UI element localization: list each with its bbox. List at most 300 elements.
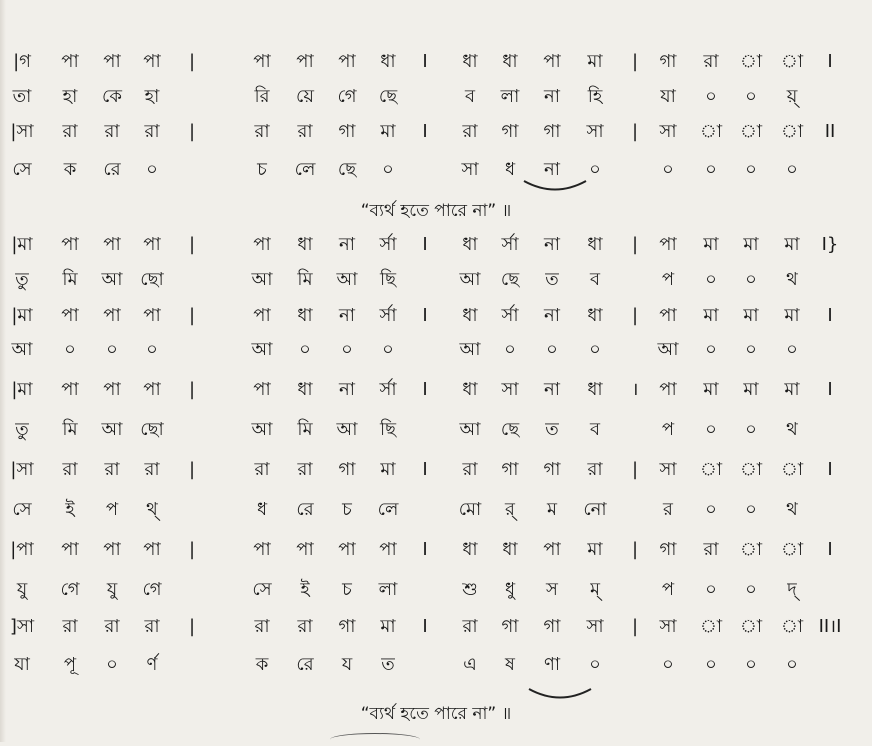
notation-cell: । xyxy=(631,379,639,400)
notation-cell: না xyxy=(544,234,560,255)
notation-cell: ছে xyxy=(337,159,357,180)
notation-cell: ০ xyxy=(745,419,757,440)
notation-cell: পা xyxy=(338,51,356,72)
notation-cell: গা xyxy=(543,459,561,480)
notation-cell: II xyxy=(824,121,836,142)
notation-cell: রা xyxy=(62,616,78,637)
notation-cell: পূ xyxy=(63,654,77,675)
notation-cell: |মা xyxy=(11,234,33,255)
notation-cell: পা xyxy=(659,305,677,326)
notation-cell: প xyxy=(661,579,675,600)
notation-cell: ধা xyxy=(297,234,313,255)
notation-cell: আ xyxy=(657,339,679,360)
notation-cell: সে xyxy=(12,499,32,520)
notation-cell: I xyxy=(422,305,428,326)
slur-mark-1 xyxy=(520,178,590,194)
notation-cell: ০ xyxy=(64,339,76,360)
notation-cell: ধা xyxy=(462,379,478,400)
notation-cell: ০ xyxy=(705,579,717,600)
notation-cell: যা xyxy=(660,86,676,107)
notation-cell: ০ xyxy=(705,654,717,675)
notation-cell: I xyxy=(422,539,428,560)
notation-cell: যু xyxy=(16,579,28,600)
notation-cell: আ xyxy=(459,419,481,440)
notation-cell: রা xyxy=(254,616,270,637)
notation-cell: | xyxy=(188,539,196,560)
notation-cell: ০ xyxy=(299,339,311,360)
notation-cell: ছে xyxy=(378,86,398,107)
refrain-title-1: “ব্যর্থ হতে পারে না” ॥ xyxy=(360,201,512,221)
notation-cell: ছো xyxy=(140,269,164,290)
notation-cell: প xyxy=(105,499,119,520)
notation-cell: পা xyxy=(143,539,161,560)
notation-row xyxy=(0,375,872,405)
notation-cell: পা xyxy=(379,539,397,560)
notation-cell: ০ xyxy=(705,269,717,290)
notation-cell: না xyxy=(544,159,560,180)
notation-cell: া xyxy=(739,121,763,142)
notation-cell: গা xyxy=(338,121,356,142)
notation-cell: পা xyxy=(659,234,677,255)
notation-cell: ০ xyxy=(705,339,717,360)
notation-cell: থ xyxy=(786,499,798,520)
notation-cell: তু xyxy=(15,269,29,290)
notation-cell: ছি xyxy=(379,269,397,290)
notation-cell: না xyxy=(339,234,355,255)
notation-cell: মা xyxy=(703,379,719,400)
notation-cell: া xyxy=(699,121,723,142)
notation-cell: লা xyxy=(500,86,520,107)
notation-cell: ষ xyxy=(505,654,515,675)
notation-cell: | xyxy=(188,121,196,142)
notation-cell: পা xyxy=(103,305,121,326)
notation-cell: |গ xyxy=(13,51,31,72)
notation-cell: এ xyxy=(463,654,477,675)
notation-cell: ০ xyxy=(786,339,798,360)
notation-cell: সা xyxy=(659,616,677,637)
notation-cell: ছে xyxy=(500,419,520,440)
notation-cell: | xyxy=(188,305,196,326)
notation-cell: পা xyxy=(253,305,271,326)
notation-cell: র্ xyxy=(505,499,515,520)
notation-cell: কে xyxy=(102,86,122,107)
notation-cell: | xyxy=(631,539,639,560)
notation-cell: আ xyxy=(101,419,123,440)
notation-cell: ব xyxy=(589,269,601,290)
notation-cell: ধা xyxy=(587,305,603,326)
notation-cell: |মা xyxy=(11,379,33,400)
notation-row xyxy=(0,535,872,565)
notation-cell: পা xyxy=(61,305,79,326)
notation-cell: ধ xyxy=(504,159,516,180)
notation-cell: তা xyxy=(12,86,32,107)
notation-cell: রা xyxy=(462,121,478,142)
notation-cell: | xyxy=(188,616,196,637)
notation-cell: না xyxy=(339,305,355,326)
notation-cell: পা xyxy=(253,234,271,255)
notation-cell: চ xyxy=(342,579,352,600)
notation-cell: ০ xyxy=(705,159,717,180)
notation-cell: পা xyxy=(61,234,79,255)
notation-cell: | xyxy=(631,459,639,480)
notation-cell: মি xyxy=(297,419,313,440)
notation-cell: গা xyxy=(501,616,519,637)
notation-cell: ই xyxy=(65,499,75,520)
notation-row xyxy=(0,230,872,260)
notation-cell: রা xyxy=(62,121,78,142)
notation-cell: | xyxy=(631,121,639,142)
notation-row xyxy=(0,265,872,295)
notation-cell: ০ xyxy=(341,339,353,360)
notation-cell: পা xyxy=(253,51,271,72)
notation-cell: মো xyxy=(458,499,482,520)
notation-cell: ধা xyxy=(380,51,396,72)
notation-cell: গে xyxy=(337,86,357,107)
notation-cell: মা xyxy=(380,121,396,142)
notation-cell: রে xyxy=(296,499,314,520)
notation-cell: ০ xyxy=(745,269,757,290)
notation-cell: প xyxy=(661,269,675,290)
notation-cell: মা xyxy=(743,305,759,326)
notation-cell: া xyxy=(780,539,804,560)
notation-cell: | xyxy=(631,234,639,255)
notation-cell: স xyxy=(546,579,558,600)
notation-cell: মি xyxy=(62,269,78,290)
notation-cell: পা xyxy=(103,379,121,400)
notation-cell: ০ xyxy=(745,159,757,180)
notation-cell: ব xyxy=(589,419,601,440)
notation-cell: রা xyxy=(144,459,160,480)
notation-cell: গা xyxy=(338,616,356,637)
notation-cell: য xyxy=(341,654,353,675)
notation-cell: দ্ xyxy=(787,579,797,600)
notation-cell: I xyxy=(422,51,428,72)
notation-cell: গে xyxy=(142,579,162,600)
notation-cell: | xyxy=(631,616,639,637)
notation-cell: লা xyxy=(378,579,398,600)
notation-cell: হি xyxy=(587,86,603,107)
notation-cell: মা xyxy=(784,305,800,326)
notation-cell: রা xyxy=(104,616,120,637)
notation-cell: ক xyxy=(63,159,77,180)
notation-cell: | xyxy=(188,379,196,400)
notation-cell: রে xyxy=(103,159,121,180)
notation-cell: হা xyxy=(144,86,160,107)
notation-cell: পা xyxy=(103,539,121,560)
notation-cell: ধ xyxy=(256,499,268,520)
notation-cell: ধা xyxy=(502,539,518,560)
notation-row xyxy=(0,82,872,112)
notation-cell: ধা xyxy=(462,539,478,560)
notation-cell: ০ xyxy=(705,499,717,520)
notation-cell: ]সা xyxy=(9,616,35,637)
notation-cell: গে xyxy=(60,579,80,600)
notation-cell: না xyxy=(544,86,560,107)
notation-cell: ম xyxy=(547,499,557,520)
notation-cell: ধা xyxy=(297,305,313,326)
notation-cell: সে xyxy=(252,579,272,600)
notation-cell: পা xyxy=(61,51,79,72)
notation-cell: I xyxy=(827,305,833,326)
notation-cell: রা xyxy=(462,459,478,480)
notation-cell: মা xyxy=(587,539,603,560)
notation-cell: মা xyxy=(743,379,759,400)
notation-cell: ০ xyxy=(504,339,516,360)
refrain-title-2: “ব্যর্থ হতে পারে না” ॥ xyxy=(360,704,512,724)
notation-cell: I xyxy=(422,459,428,480)
notation-cell: রা xyxy=(254,121,270,142)
notation-cell: ০ xyxy=(546,339,558,360)
notation-cell: রি xyxy=(254,86,270,107)
notation-cell: ০ xyxy=(745,654,757,675)
notation-cell: রা xyxy=(297,616,313,637)
notation-cell: আ xyxy=(251,339,273,360)
notation-cell: মি xyxy=(297,269,313,290)
notation-cell: য়্ xyxy=(786,86,798,107)
notation-cell: পা xyxy=(253,379,271,400)
notation-cell: মা xyxy=(784,379,800,400)
notation-cell: া xyxy=(739,616,763,637)
notation-cell: |মা xyxy=(11,305,33,326)
notation-cell: গা xyxy=(659,51,677,72)
notation-cell: পা xyxy=(143,51,161,72)
notation-cell: া xyxy=(739,51,763,72)
notation-cell: া xyxy=(739,539,763,560)
notation-cell: গা xyxy=(501,459,519,480)
notation-cell: আ xyxy=(251,269,273,290)
notation-cell: রা xyxy=(104,459,120,480)
notation-cell: ০ xyxy=(382,159,394,180)
notation-cell: যু xyxy=(106,579,118,600)
notation-cell: না xyxy=(544,305,560,326)
notation-row xyxy=(0,155,872,185)
notation-cell: আ xyxy=(11,339,33,360)
notation-cell: য়ে xyxy=(296,86,314,107)
notation-cell: I xyxy=(422,121,428,142)
notation-cell: ০ xyxy=(146,339,158,360)
notation-cell: ০ xyxy=(382,339,394,360)
notation-row xyxy=(0,575,872,605)
notation-cell: ধা xyxy=(462,234,478,255)
notation-row xyxy=(0,455,872,485)
notation-cell: ০ xyxy=(745,579,757,600)
notation-cell: থ্ xyxy=(146,499,158,520)
notation-cell: রা xyxy=(703,539,719,560)
notation-cell: া xyxy=(780,616,804,637)
notation-cell: আ xyxy=(336,269,358,290)
notation-cell: প xyxy=(661,419,675,440)
notation-cell: পা xyxy=(61,379,79,400)
notation-row xyxy=(0,650,872,680)
notation-cell: নো xyxy=(583,499,607,520)
notation-cell: া xyxy=(780,459,804,480)
notation-cell: পা xyxy=(143,379,161,400)
notation-cell: I xyxy=(422,616,428,637)
notation-row xyxy=(0,495,872,525)
notation-cell: র্সা xyxy=(379,234,397,255)
notation-cell: | xyxy=(631,305,639,326)
notation-cell: তু xyxy=(15,419,29,440)
notation-cell: র্সা xyxy=(379,305,397,326)
notation-cell: র্সা xyxy=(379,379,397,400)
notation-cell: ধা xyxy=(462,305,478,326)
notation-cell: ত xyxy=(545,419,559,440)
notation-cell: লে xyxy=(294,159,316,180)
notation-row xyxy=(0,47,872,77)
notation-cell: রা xyxy=(462,616,478,637)
notation-cell: সা xyxy=(461,159,479,180)
notation-cell: রা xyxy=(703,51,719,72)
notation-cell: পা xyxy=(338,539,356,560)
notation-cell: চ xyxy=(257,159,267,180)
notation-cell: ধু xyxy=(504,579,516,600)
notation-cell: সা xyxy=(659,459,677,480)
notation-cell: গা xyxy=(338,459,356,480)
notation-cell: ব xyxy=(464,86,476,107)
notation-cell: া xyxy=(699,616,723,637)
notation-cell: ০ xyxy=(705,419,717,440)
notation-cell: রে xyxy=(296,654,314,675)
notation-row xyxy=(0,415,872,445)
notation-cell: সা xyxy=(586,616,604,637)
notation-cell: পা xyxy=(143,234,161,255)
notation-cell: ০ xyxy=(745,499,757,520)
notation-cell: রা xyxy=(297,459,313,480)
page-bottom-mark xyxy=(330,733,420,746)
notation-cell: া xyxy=(739,459,763,480)
notation-cell: ০ xyxy=(589,159,601,180)
notation-cell: র্সা xyxy=(501,305,519,326)
notation-cell: মা xyxy=(703,305,719,326)
notation-cell: ০ xyxy=(745,86,757,107)
notation-cell: থ xyxy=(786,269,798,290)
notation-cell: পা xyxy=(543,539,561,560)
notation-cell: না xyxy=(339,379,355,400)
notation-cell: |সা xyxy=(10,121,34,142)
notation-cell: সে xyxy=(12,159,32,180)
notation-cell: ০ xyxy=(662,654,674,675)
notation-cell: পা xyxy=(61,539,79,560)
notation-cell: পা xyxy=(296,51,314,72)
notation-cell: গা xyxy=(659,539,677,560)
notation-cell: ০ xyxy=(589,654,601,675)
notation-cell: রা xyxy=(144,616,160,637)
notation-cell: ত xyxy=(381,654,395,675)
notation-cell: ছে xyxy=(500,269,520,290)
notation-cell: | xyxy=(631,51,639,72)
notation-cell: ০ xyxy=(786,654,798,675)
notation-cell: পা xyxy=(143,305,161,326)
notation-cell: ত xyxy=(545,269,559,290)
notation-cell: আ xyxy=(459,269,481,290)
notation-cell: ০ xyxy=(786,159,798,180)
notation-cell: I xyxy=(827,51,833,72)
notation-cell: থ xyxy=(786,419,798,440)
notation-cell: শু xyxy=(462,579,478,600)
notation-cell: ম্ xyxy=(590,579,600,600)
slur-mark-2 xyxy=(525,686,595,702)
notation-cell: আ xyxy=(459,339,481,360)
notation-row xyxy=(0,301,872,331)
notation-cell: ০ xyxy=(589,339,601,360)
notation-cell: ক xyxy=(255,654,269,675)
notation-cell: ণা xyxy=(543,654,561,675)
notation-cell: I xyxy=(827,379,833,400)
notation-cell: II।I xyxy=(818,616,842,637)
notation-cell: র্সা xyxy=(501,234,519,255)
notation-cell: ধা xyxy=(462,51,478,72)
notation-cell: রা xyxy=(144,121,160,142)
notation-cell: লে xyxy=(377,499,399,520)
notation-cell: I xyxy=(827,459,833,480)
notation-cell: I} xyxy=(821,234,839,255)
notation-cell: ছি xyxy=(379,419,397,440)
notation-cell: আ xyxy=(251,419,273,440)
notation-row xyxy=(0,335,872,365)
notation-cell: চ xyxy=(342,499,352,520)
notation-cell: আ xyxy=(336,419,358,440)
notation-cell: ধা xyxy=(587,234,603,255)
notation-cell: | xyxy=(188,459,196,480)
notation-cell: ০ xyxy=(745,339,757,360)
notation-cell: মা xyxy=(784,234,800,255)
notation-cell: পা xyxy=(253,539,271,560)
notation-cell: ০ xyxy=(146,159,158,180)
notation-cell: I xyxy=(422,234,428,255)
notation-cell: গা xyxy=(543,121,561,142)
notation-cell: যা xyxy=(14,654,30,675)
notation-cell: পা xyxy=(543,51,561,72)
notation-cell: ০ xyxy=(106,339,118,360)
notation-cell: সা xyxy=(501,379,519,400)
notation-cell: গা xyxy=(501,121,519,142)
notation-cell: মি xyxy=(62,419,78,440)
notation-cell: ই xyxy=(300,579,310,600)
notation-cell: পা xyxy=(659,379,677,400)
notation-cell: র্ণ xyxy=(146,654,158,675)
notation-cell: পা xyxy=(296,539,314,560)
notation-cell: ছো xyxy=(140,419,164,440)
notation-cell: |পা xyxy=(10,539,34,560)
notation-cell: রা xyxy=(62,459,78,480)
notation-cell: মা xyxy=(743,234,759,255)
notation-cell: া xyxy=(780,121,804,142)
notation-cell: ০ xyxy=(705,86,717,107)
notation-cell: রা xyxy=(104,121,120,142)
notation-cell: | xyxy=(188,234,196,255)
notation-cell: মা xyxy=(380,616,396,637)
notation-cell: মা xyxy=(587,51,603,72)
notation-cell: সা xyxy=(659,121,677,142)
notation-cell: গা xyxy=(543,616,561,637)
notation-cell: |সা xyxy=(10,459,34,480)
notation-cell: পা xyxy=(103,234,121,255)
notation-cell: রা xyxy=(297,121,313,142)
notation-cell: পা xyxy=(103,51,121,72)
notation-cell: না xyxy=(544,379,560,400)
notation-cell: ধা xyxy=(502,51,518,72)
notation-cell: ধা xyxy=(297,379,313,400)
notation-cell: ধা xyxy=(587,379,603,400)
notation-cell: হা xyxy=(62,86,78,107)
notation-cell: I xyxy=(827,539,833,560)
notation-cell: মা xyxy=(380,459,396,480)
notation-row xyxy=(0,117,872,147)
notation-cell: ০ xyxy=(106,654,118,675)
notation-cell: I xyxy=(422,379,428,400)
notation-cell: া xyxy=(780,51,804,72)
notation-cell: সা xyxy=(586,121,604,142)
